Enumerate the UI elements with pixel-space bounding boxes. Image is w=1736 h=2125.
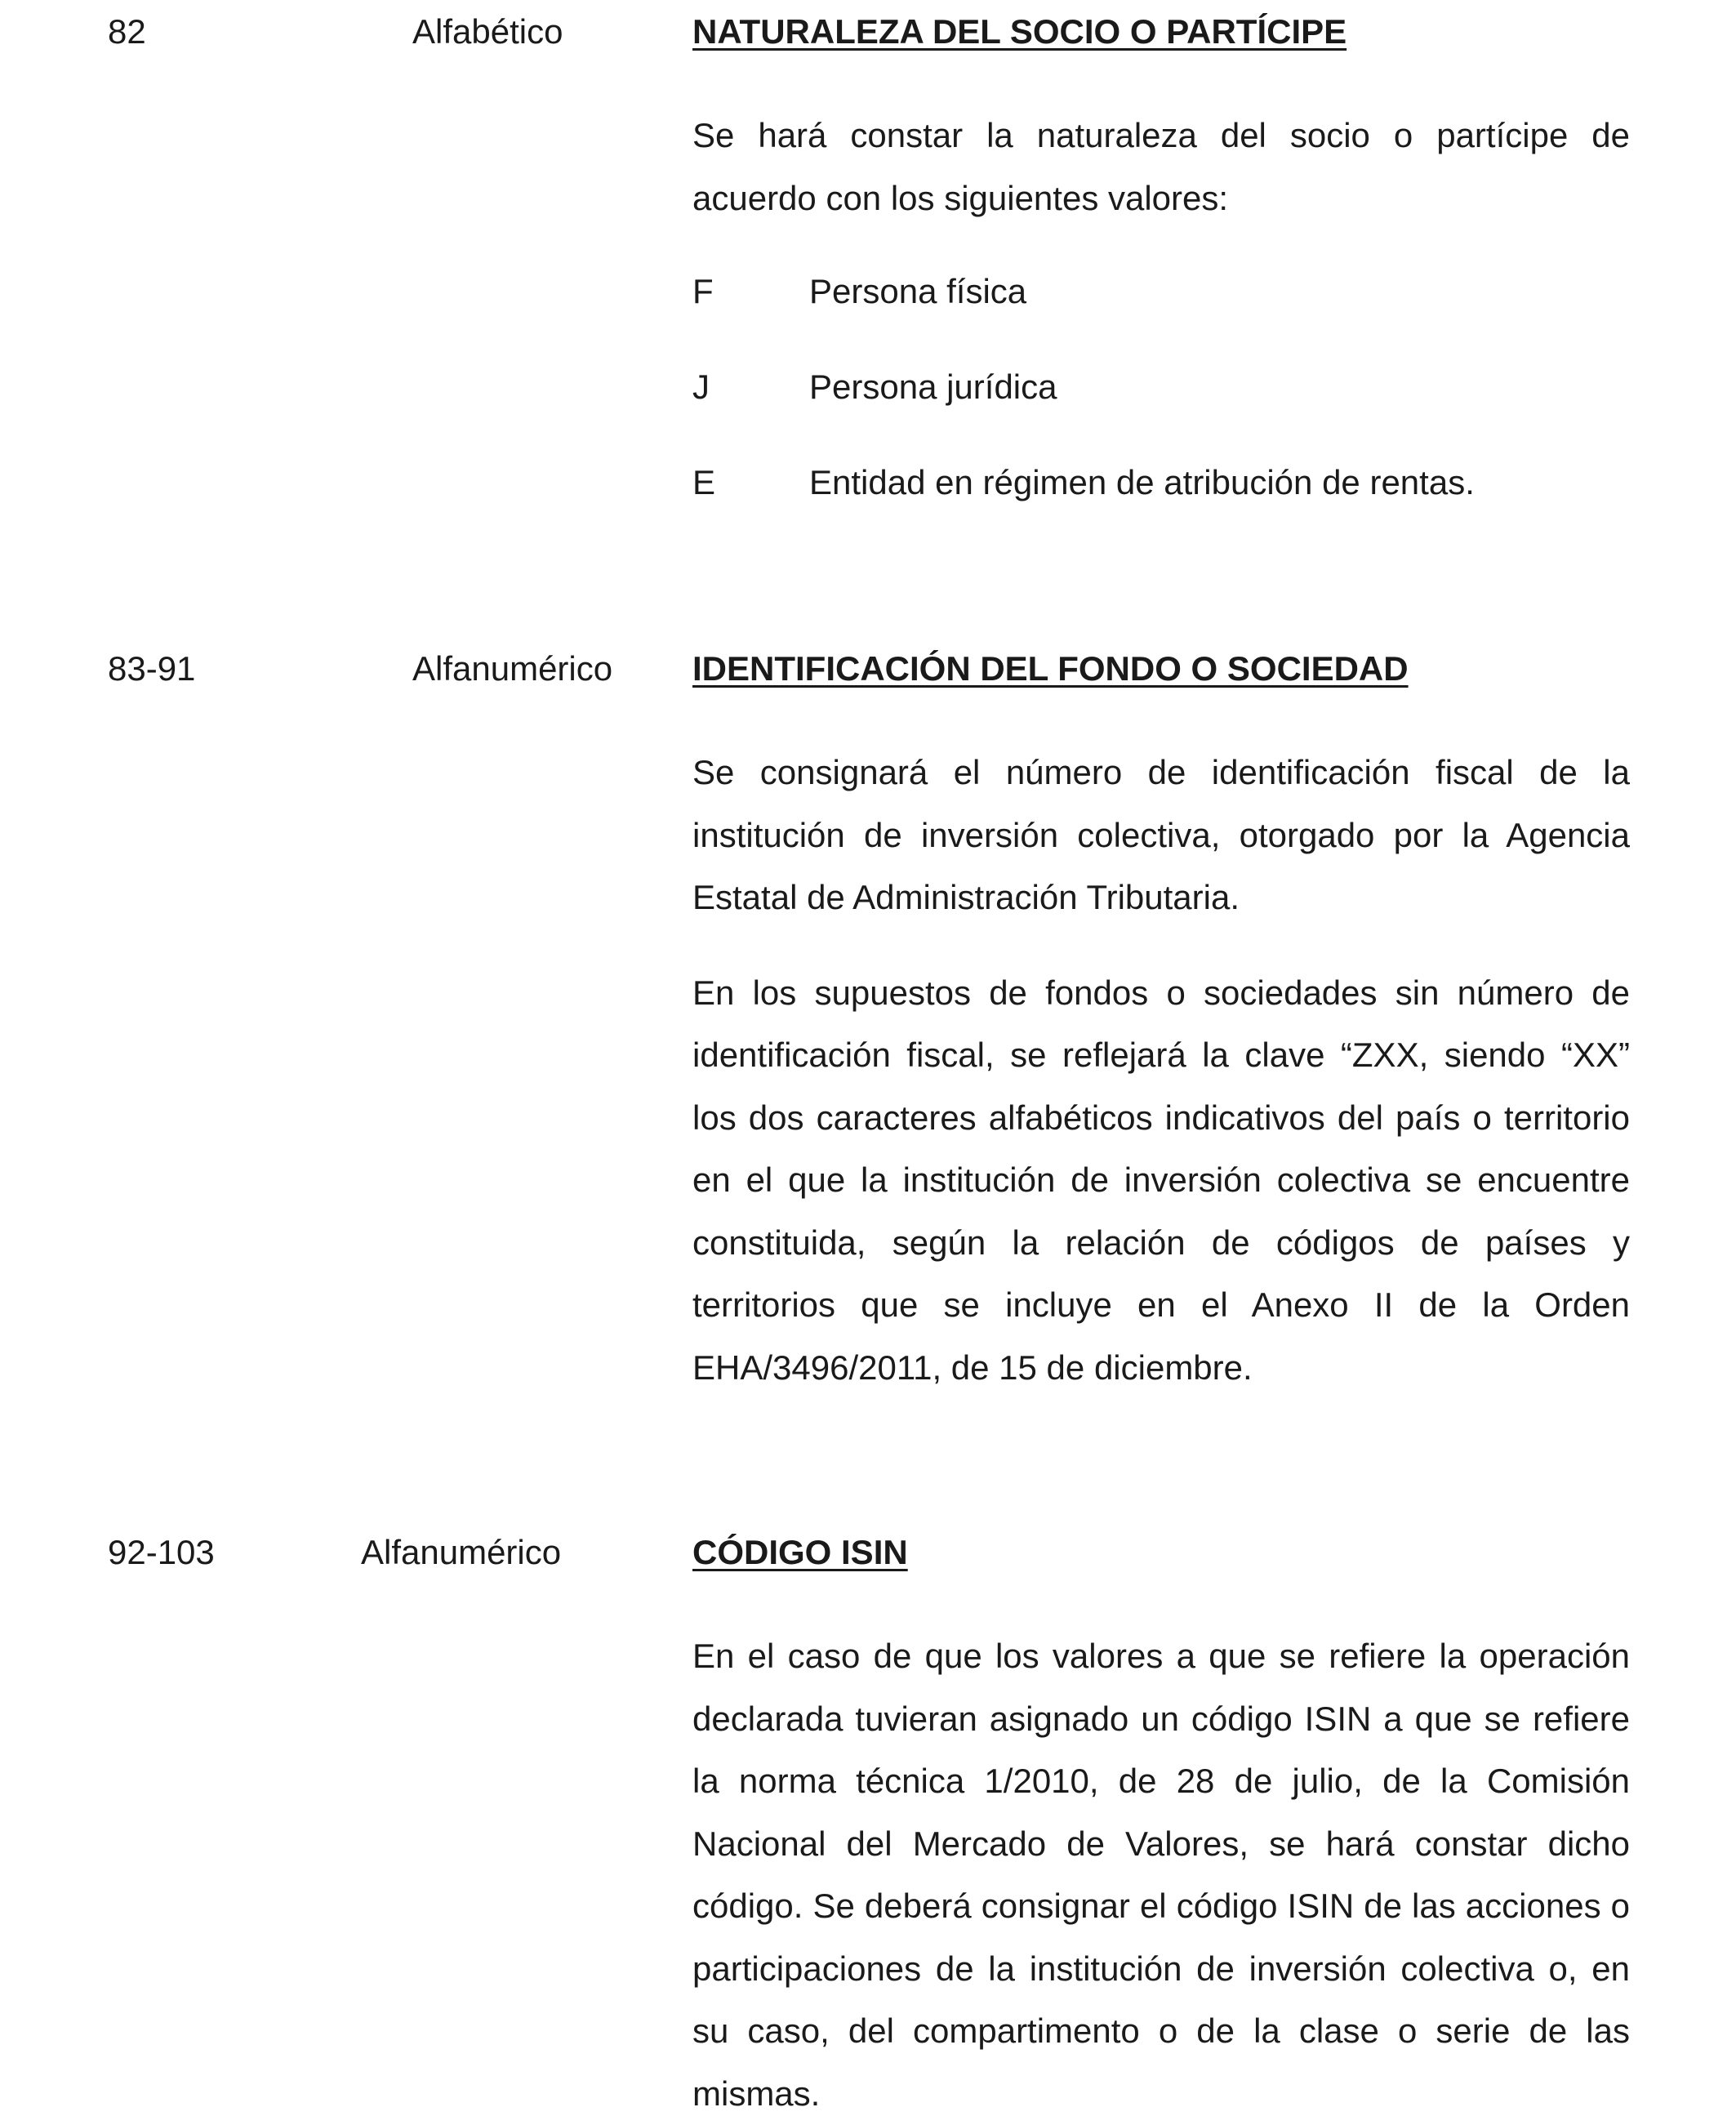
- value-label: Entidad en régimen de atribución de rentas.: [809, 463, 1475, 501]
- paragraph: Se consignará el número de identificación fiscal de la institución de inversión colectiva, otorgado por la Agencia Estatal de Administración Tributaria.: [692, 753, 1630, 916]
- section-title: NATURALEZA DEL SOCIO O PARTÍCIPE: [692, 12, 1347, 51]
- value-item: [692, 356, 1630, 452]
- field-description: [692, 1535, 1630, 2125]
- value-code: J: [692, 368, 710, 406]
- value-code: F: [692, 272, 714, 310]
- paragraph: En los supuestos de fondos o sociedades sin número de identificación fiscal, se reflejará la clave “ZXX, siendo “XX” los dos caracteres alfabéticos indicativos del país o territorio en el que la institución de inversión colectiva se encuentre constituida, según la relación de códigos de países y territorios que se incluye en el Anexo II de la Orden EHA/3496/2011, de 15 de diciembre.: [692, 973, 1630, 1387]
- value-label: Persona jurídica: [809, 368, 1057, 406]
- value-label: Persona física: [809, 272, 1027, 310]
- section-title: IDENTIFICACIÓN DEL FONDO O SOCIEDAD: [692, 649, 1409, 688]
- paragraph: En el caso de que los valores a que se refiere la operación declarada tuvieran asignado un código ISIN a que se refiere la norma técnica 1/2010, de 28 de julio, de la Comisión Nacional del Mercado de Valores, se hará constar dicho código. Se deberá consignar el código ISIN de las acciones o participaciones de la institución de inversión colectiva o, en su caso, del compartimento o de la clase o serie de las mismas.: [692, 1637, 1630, 2113]
- value-item: [692, 261, 1630, 356]
- value-item: [692, 452, 1630, 547]
- paragraph: Se hará constar la naturaleza del socio o partícipe de acuerdo con los siguientes valores:: [692, 116, 1630, 217]
- field-description: [692, 12, 1630, 547]
- field-type: Alfanumérico: [361, 1533, 562, 1571]
- field-description: [692, 649, 1630, 1399]
- section-title: CÓDIGO ISIN: [692, 1533, 908, 1571]
- value-code: E: [692, 463, 716, 501]
- field-position: 92-103: [108, 1533, 215, 1571]
- field-type: Alfabético: [412, 12, 563, 51]
- field-position: 82: [108, 12, 146, 51]
- field-type: Alfanumérico: [412, 649, 613, 688]
- field-position: 83-91: [108, 649, 196, 688]
- value-list: [692, 261, 1630, 547]
